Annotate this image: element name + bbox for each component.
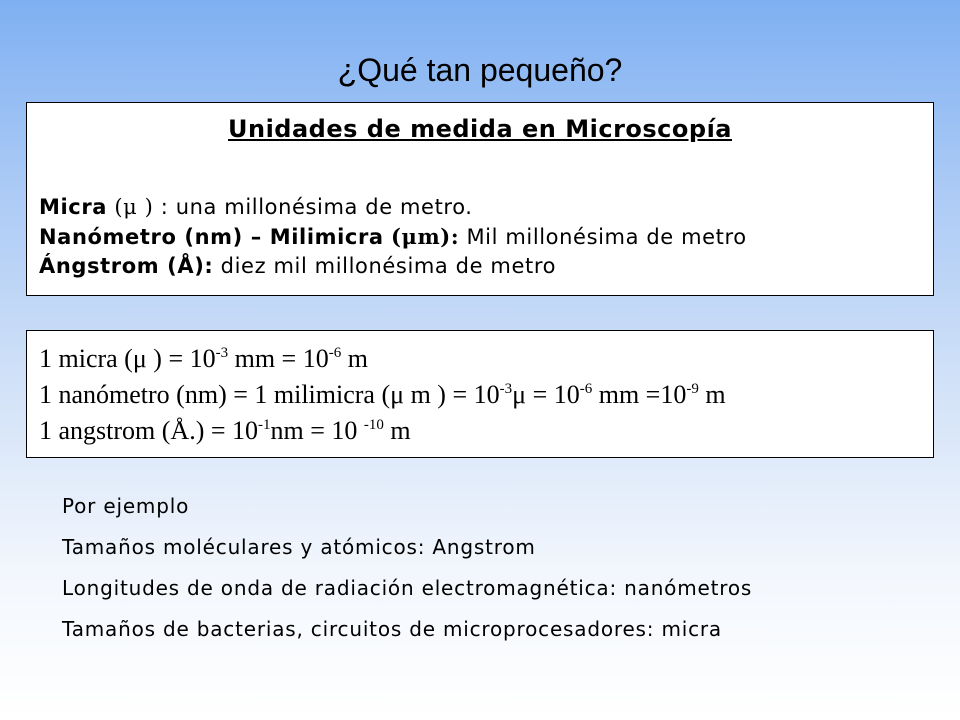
nanometro-conversion <box>39 377 726 413</box>
units-box <box>26 102 934 296</box>
nanometro-conv-tail: m <box>698 380 726 409</box>
nanometro-definition <box>39 222 747 252</box>
nanometro-term: Nanómetro (nm) – Milimicra <box>39 225 384 249</box>
angstrom-conv-lead: 1 angstrom (Å.) = 10 <box>39 416 259 445</box>
nanometro-symbol: (μm): <box>390 224 460 249</box>
angstrom-term: Ángstrom (Å): <box>39 254 214 278</box>
example-molecular: Tamaños moléculares y atómicos: Angstrom <box>62 535 536 559</box>
nanometro-conv-lead: 1 nanómetro (nm) = 1 milimicra (μ m ) = 10 <box>39 380 500 409</box>
angstrom-conversion <box>39 413 726 449</box>
conversion-lines <box>39 341 726 449</box>
angstrom-definition <box>39 252 747 281</box>
micra-conv-exp1: -3 <box>215 345 229 361</box>
nanometro-conv-exp1: -3 <box>499 381 513 397</box>
angstrom-conv-mid: nm = 10 <box>270 416 364 445</box>
angstrom-description: diez mil millonésima de metro <box>213 254 557 278</box>
nanometro-conv-exp3: -9 <box>686 381 699 397</box>
angstrom-conv-exp1: -1 <box>258 417 271 433</box>
micra-symbol: (μ ) <box>114 195 154 219</box>
micra-conversion <box>39 341 726 377</box>
angstrom-conv-exp2: -10 <box>363 417 384 433</box>
conversion-box <box>26 330 934 458</box>
example-wavelength: Longitudes de onda de radiación electromagnética: nanómetros <box>62 576 753 600</box>
units-heading: Unidades de medida en Microscopía <box>228 115 732 143</box>
micra-term: Micra <box>39 195 108 219</box>
example-bacteria: Tamaños de bacterias, circuitos de microprocesadores: micra <box>62 617 722 641</box>
units-definitions <box>39 193 747 281</box>
micra-separator: : <box>153 195 176 219</box>
examples-intro: Por ejemplo <box>62 494 190 518</box>
nanometro-conv-exp2: -6 <box>579 381 593 397</box>
nanometro-conv-mid1: μ = 10 <box>512 380 580 409</box>
angstrom-conv-tail: m <box>383 416 411 445</box>
micra-conv-exp2: -6 <box>328 345 342 361</box>
micra-description: una millonésima de metro. <box>175 195 473 219</box>
nanometro-conv-mid2: mm =10 <box>592 380 687 409</box>
micra-conv-tail: m <box>341 344 368 373</box>
nanometro-description: Mil millonésima de metro <box>459 225 747 249</box>
examples-list <box>62 486 752 650</box>
slide-title: ¿Qué tan pequeño? <box>337 52 623 88</box>
micra-definition <box>39 193 747 222</box>
micra-conv-mid: mm = 10 <box>228 344 329 373</box>
micra-conv-lead: 1 micra (μ ) = 10 <box>39 344 216 373</box>
